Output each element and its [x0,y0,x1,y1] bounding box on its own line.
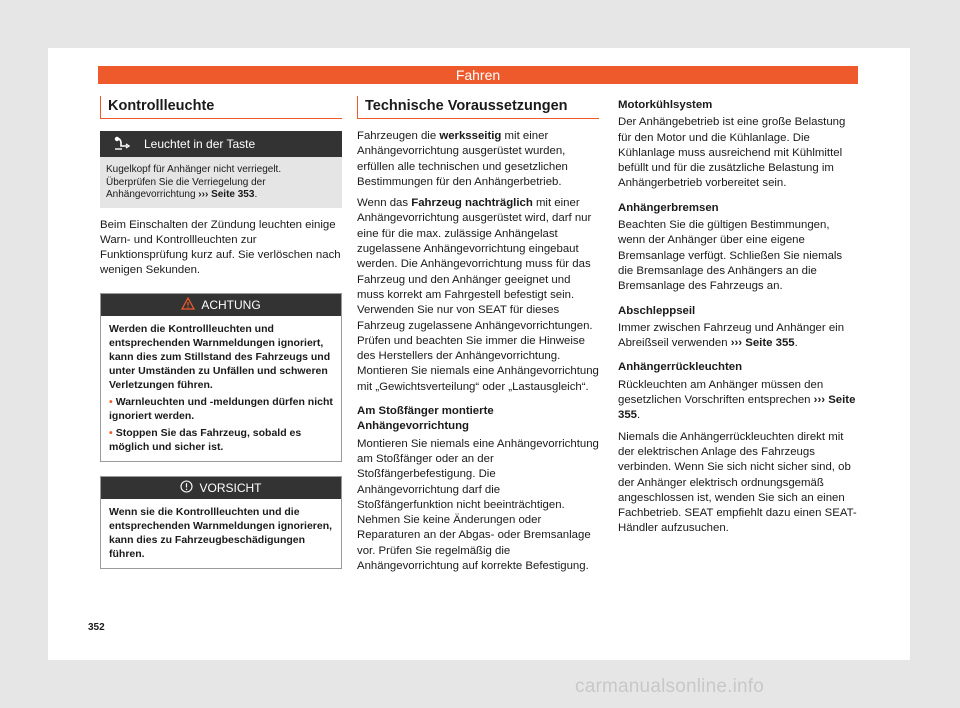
paragraph-motorkuehlsystem: Der Anhängebetrieb ist eine große Belastung für den Motor und die Kühlanlage. Die Kühlanlage muss ausreichend mit Kühlmittel befüllt und für die zusätzliche Belastung im Anhängerbetrieb vorbereitet sein. [618,116,846,190]
text-run: mit einer Anhängevorrichtung ausgerüstet wird, darf nur eine für die max. zulässige Anhängelast zugelassene Anhängevorrichtung eingebaut werden. Die Anhängevorrichtung muss für das Fahrzeug und den Anhänger geeignet und muss korrekt am Fahrgestell befestigt sein. Verwenden Sie nur von SEAT für dieses Fahrzeug zugelassene Anhängevorrichtungen. Prüfen und beachten Sie immer die Hinweise des Herstellers der Anhängevorrichtung. Montieren Sie niemals eine Anhängevorrichtung mit „Gewichtsverteilung“ oder „Lastausgleich“. [357,197,599,393]
right-column [618,96,858,543]
trailer-hitch-warning-icon [100,136,144,152]
achtung-bullet-text: Warnleuchten und -meldungen dürfen nicht ignoriert werden. [109,395,333,422]
text-run: Fahrzeugen die [357,130,440,142]
paragraph-stossfaenger: Montieren Sie niemals eine Anhängevorrichtung am Stoßfänger oder an der Stoßfängerbefestigung. Die Anhängevorrichtung darf die Stoßfängerfunktion nicht beeinträchtigen. Nehmen Sie keine Änderungen oder Reparaturen an der Abgas- oder Bremsanlage vor. Prüfen Sie regelmäßig die Anhängevorrichtung auf korrekte Befestigung. [357,437,599,573]
paragraph-rueckleuchten-anschluss: Niemals die Anhängerrückleuchten direkt mit der elektrischen Anlage des Fahrzeugs verbinden. Wenn Sie sich nicht sicher sind, ob der Anhänger elektrisch ordnungsgemäß angeschlossen ist, wenden Sie sich an einen Fachbetrieb. SEAT empfiehlt dazu einen SEAT-Händler aufzusuchen. [618,430,857,535]
lamp-desc-end: . [254,189,258,200]
vorsicht-header [101,477,341,499]
achtung-heading: ACHTUNG [201,297,261,312]
chapter-header: Fahren [98,66,858,84]
subheading-anhaengerrueckleuchten: Anhängerrückleuchten [618,361,743,374]
paragraph-nachtraeglich [357,196,599,395]
vorsicht-text: Wenn sie die Kontrollleuchten und die entsprechenden Warnmeldungen ignorieren, kann dies zu Fahrzeugbeschädigungen führen. [109,505,333,560]
paragraph-werksseitig [357,129,599,190]
achtung-box [100,293,342,462]
page-reference-link[interactable]: ››› Seite 355 [618,394,856,422]
text-run: mit einer Anhängevorrichtung ausgerüstet wurden, erfüllen alle technischen und gesetzlichen Bestimmungen für den Anhängerbetrieb. [357,130,568,188]
text-run: . [637,409,641,422]
watermark: carmanualsonline.info [575,676,765,697]
achtung-bullet-text: Stoppen Sie das Fahrzeug, sobald es möglich und sicher ist. [109,426,302,453]
emphasis-werksseitig: werksseitig [439,130,502,142]
emphasis-nachtraeglich: Fahrzeug nachträglich [411,197,533,210]
manual-page [48,48,910,660]
subheading-motorkuehlsystem: Motorkühlsystem [618,99,713,111]
lamp-desc-line-1: Kugelkopf für Anhänger nicht verriegelt. [106,164,282,175]
achtung-bullet-2: • Stoppen Sie das Fahrzeug, sobald es möglich und sicher ist. [109,426,302,453]
achtung-header [101,294,341,316]
subheading-anhaengerbremsen: Anhängerbremsen [618,201,719,214]
indicator-lamp-heading: Leuchtet in der Taste [144,137,256,151]
vorsicht-heading: VORSICHT [199,480,262,495]
page-reference-link[interactable]: ››› Seite 355 [730,337,795,350]
info-circle-icon [180,480,193,496]
left-column [100,96,342,569]
section-title-technische-voraussetzungen: Technische Voraussetzungen [357,96,599,119]
warning-triangle-icon [181,297,195,313]
achtung-text: Werden die Kontrollleuchten und entsprechenden Warnmeldungen ignoriert, kann dies zum Stillstand des Fahrzeugs und unter Umständen zu Unfällen und schweren Verletzungen führen. [109,322,331,391]
subheading-stossfaenger: Am Stoßfänger montierte Anhängevorrichtung [357,405,494,433]
lamp-desc-text: Überprüfen Sie die Verriegelung der Anhängevorrichtung [106,176,266,200]
text-run: . [794,337,798,350]
achtung-body [101,316,341,461]
achtung-bullet-1: • Warnleuchten und -meldungen dürfen nicht ignoriert werden. [109,395,333,422]
middle-column [357,96,599,580]
paragraph-anhaengerbremsen: Beachten Sie die gültigen Bestimmungen, wenn der Anhänger über eine eigene Bremsanlage verfügt. Schließen Sie niemals die Bremsanlage des Anhängers an die Bremsanlage des Fahrzeugs an. [618,219,843,293]
subheading-abschleppseil: Abschleppseil [618,304,696,317]
page-reference-link[interactable]: ››› Seite 353 [198,189,255,200]
lamp-desc-line-2 [106,177,336,202]
paragraph-rueckleuchten [618,378,858,424]
section-title-kontrollleuchte: Kontrollleuchte [100,96,342,119]
text-run: Rückleuchten am Anhänger müssen den gesetzlichen Vorschriften entsprechen [618,378,824,407]
text-run: Immer zwischen Fahrzeug und Anhänger ein Abreißseil verwenden [618,321,845,350]
text-run: Wenn das [357,197,412,210]
intro-paragraph: Beim Einschalten der Zündung leuchten einige Warn- und Kontrollleuchten zur Funktionsprüfung kurz auf. Sie verlöschen nach wenigen Sekunden. [100,218,341,277]
vorsicht-body [101,499,341,568]
page-number: 352 [88,622,105,633]
vorsicht-box [100,476,342,569]
indicator-lamp-header [100,131,342,157]
paragraph-abschleppseil [618,321,858,352]
indicator-lamp-description [100,157,342,208]
